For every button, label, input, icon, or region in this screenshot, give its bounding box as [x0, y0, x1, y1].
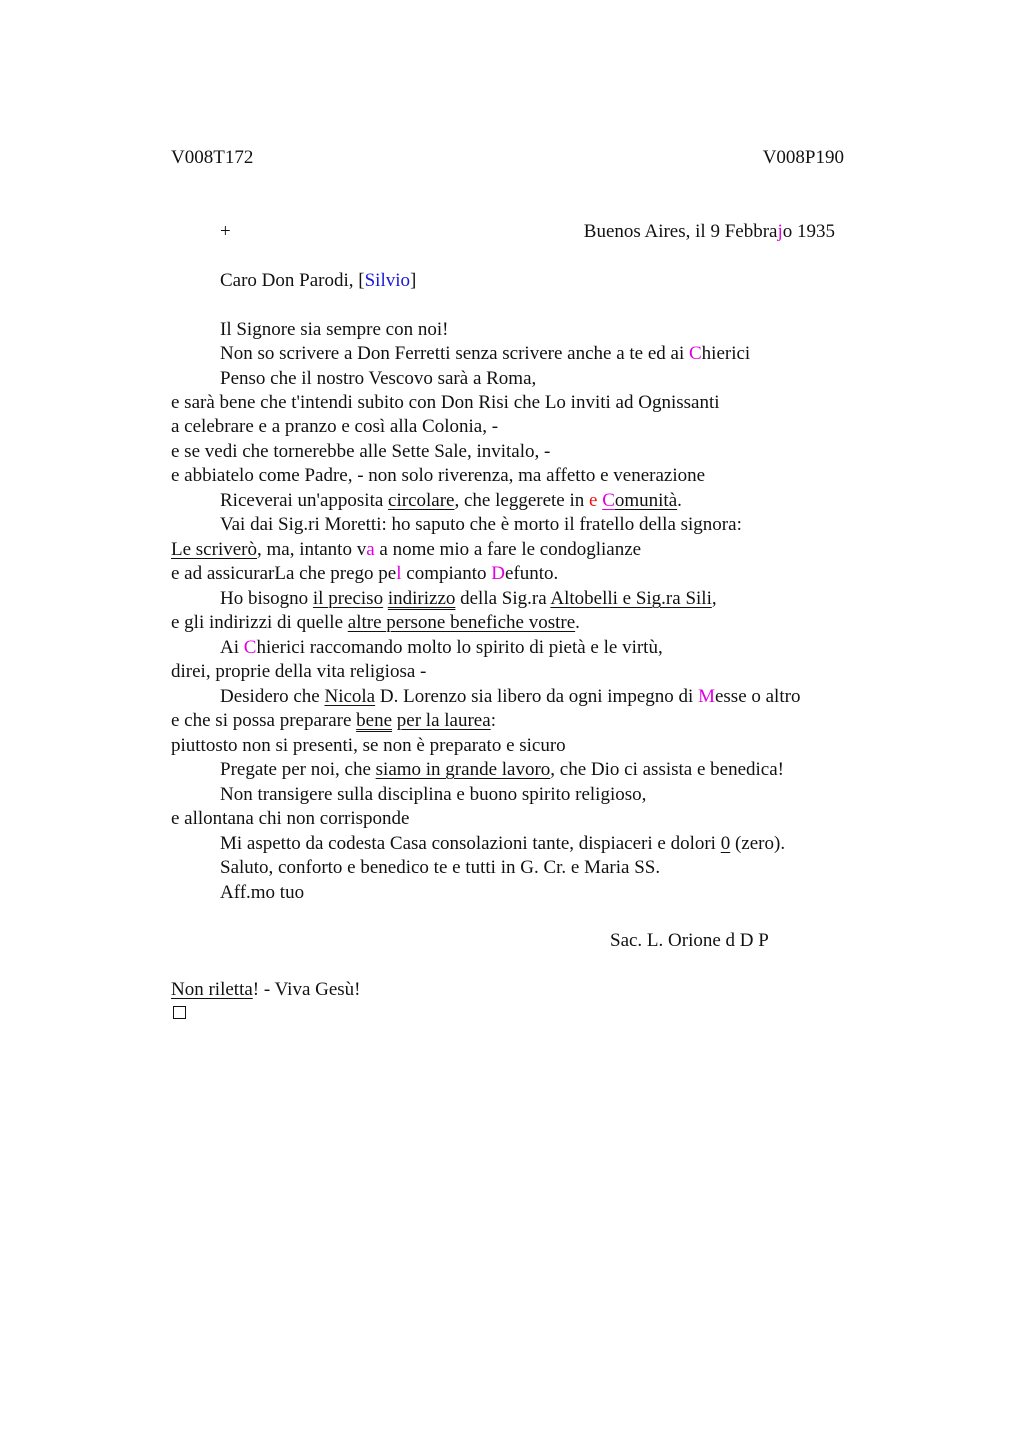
letter-line: direi, proprie della vita religiosa -: [171, 661, 427, 682]
document-code-left: V008T172: [171, 147, 254, 168]
letter-line: Saluto, conforto e benedico te e tutti in G. Cr. e Maria SS.: [220, 857, 661, 878]
letter-line: Riceverai un'apposita circolare, che leggerete in e Comunità.: [220, 490, 682, 511]
letter-line: e se vedi che tornerebbe alle Sette Sale, invitalo, -: [171, 441, 551, 462]
letter-line: Ho bisogno il preciso indirizzo della Sig.ra Altobelli e Sig.ra Sili,: [220, 588, 717, 609]
letter-line: Mi aspetto da codesta Casa consolazioni tante, dispiaceri e dolori 0 (zero).: [220, 833, 786, 854]
letter-line: Penso che il nostro Vescovo sarà a Roma,: [220, 368, 537, 389]
letter-line: Il Signore sia sempre con noi!: [220, 319, 449, 340]
letter-line: Non so scrivere a Don Ferretti senza scrivere anche a te ed ai Chierici: [220, 343, 751, 364]
letter-line: Desidero che Nicola D. Lorenzo sia libero da ogni impegno di Messe o altro: [220, 686, 801, 707]
letter-line: e sarà bene che t'intendi subito con Don Risi che Lo inviti ad Ognissanti: [171, 392, 720, 413]
letter-line: Le scriverò, ma, intanto va a nome mio a fare le condoglianze: [171, 539, 642, 560]
letter-line: e allontana chi non corrisponde: [171, 808, 410, 829]
signature: Sac. L. Orione d D P: [610, 930, 769, 951]
letter-line: Non transigere sulla disciplina e buono spirito religioso,: [220, 784, 647, 805]
letter-line: piuttosto non si presenti, se non è preparato e sicuro: [171, 735, 566, 756]
date-line: Buenos Aires, il 9 Febbrajo 1935: [583, 221, 835, 242]
letter-line: a celebrare e a pranzo e così alla Colonia, -: [171, 416, 499, 437]
letter-line: e ad assicurarLa che prego pel compianto Defunto.: [171, 563, 559, 584]
letter-line: e che si possa preparare bene per la laurea:: [171, 710, 496, 731]
postscript: Non riletta! - Viva Gesù!: [171, 979, 361, 1000]
letter-line: Pregate per noi, che siamo in grande lavoro, che Dio ci assista e benedica!: [220, 759, 785, 780]
salutation: Caro Don Parodi, [Silvio]: [220, 270, 417, 291]
empty-square-icon: [173, 1006, 186, 1019]
letter-line: Ai Chierici raccomando molto lo spirito di pietà e le virtù,: [220, 637, 663, 658]
document-code-right: V008P190: [762, 147, 844, 168]
letter-line: Aff.mo tuo: [220, 882, 305, 903]
letter-line: e abbiatelo come Padre, - non solo riverenza, ma affetto e venerazione: [171, 465, 706, 486]
letter-line: Vai dai Sig.ri Moretti: ho saputo che è morto il fratello della signora:: [220, 514, 742, 535]
letter-line: e gli indirizzi di quelle altre persone benefiche vostre.: [171, 612, 580, 633]
cross-mark: +: [220, 221, 231, 242]
